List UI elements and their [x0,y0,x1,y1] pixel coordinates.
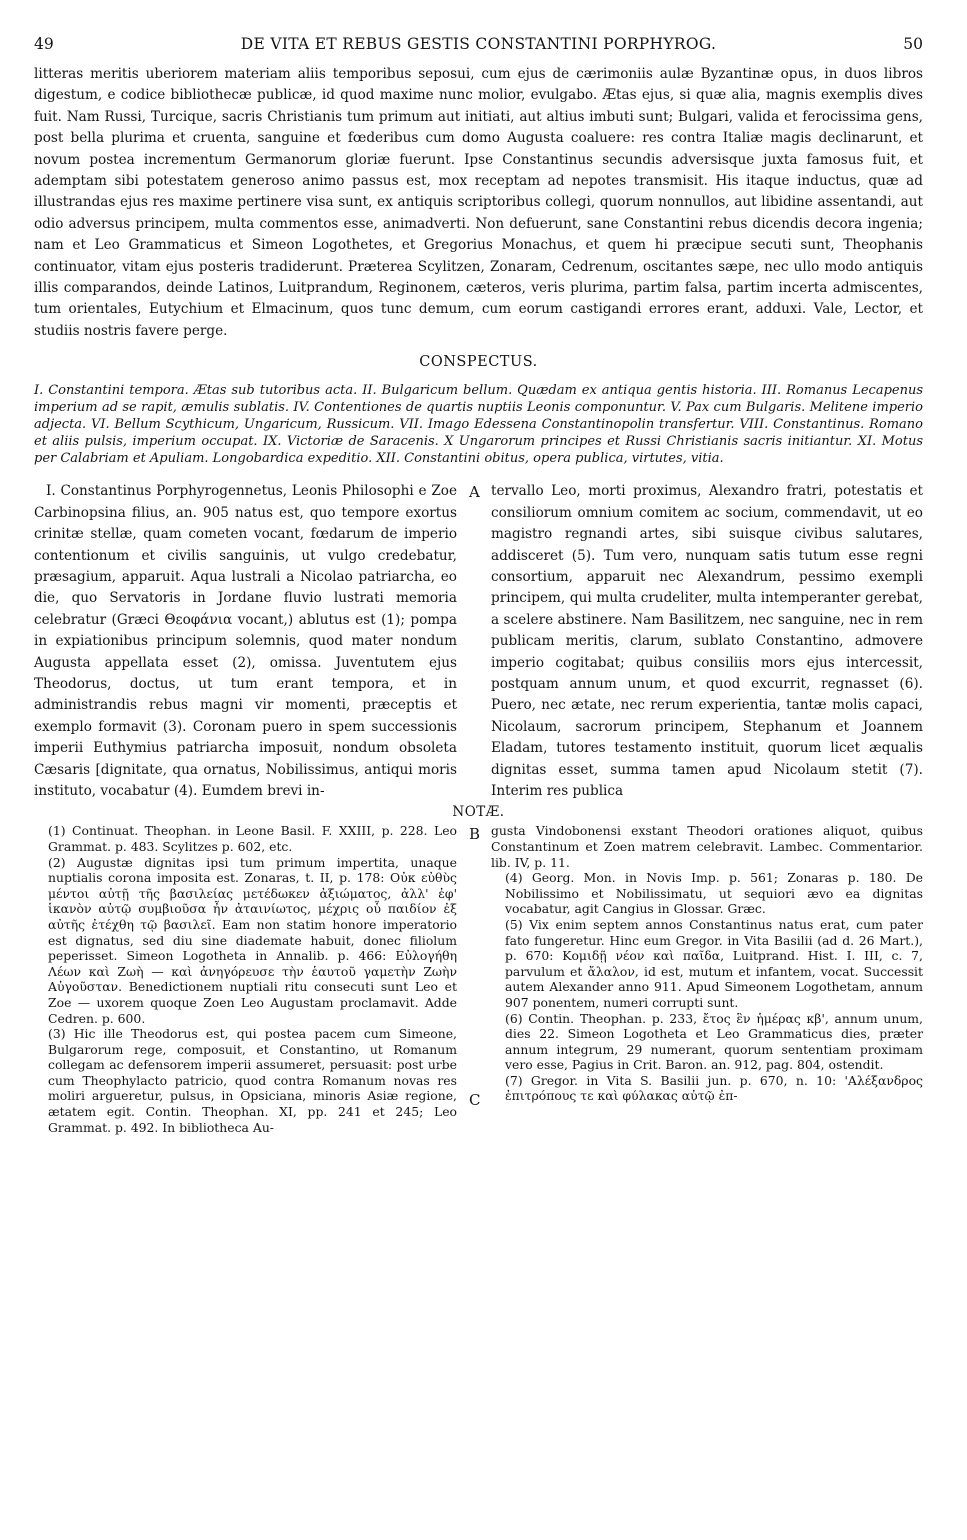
preface-paragraph: litteras meritis uberiorem materiam aliis temporibus seposui, cum ejus de cærimoniis aulæ Byzantinæ opus, in duos libros digestum, e codice bibliothecæ publicæ, id quod maxime nunc molior, evulgabo. Ætas ejus, si quæ alia, magnis exemplis dives fuit. Nam Russi, Turcique, sacris Christianis tum primum aut initiati, aut altius imbuti sunt; Bulgari, valida et ferocissima gens, post bella plurima et cruenta, sanguine et fœderibus cum domo Augusta coaluere: res contra Italiæ magis declinarunt, et novum postea incrementum Germanorum gloriæ fuerunt. Ipse Constantinus secundis adversisque juxta famosus fuit, et ademptam sibi potestatem generoso animo passus est, mox receptam ad nepotes transmisit. His itaque inductus, quæ ad illustrandas ejus res maxime pertinere visa sunt, ex antiquis scriptoribus collegi, quorum nonnullos, aut libidine assentandi, aut odio adversus principem, multa commentos esse, animadverti. Non defuerunt, sane Constantini rebus dicendis decora ingenia; nam et Leo Grammaticus et Simeon Logothetes, et Gregorius Monachus, et quem hi præcipue secuti sunt, Theophanis continuator, vitam ejus posteris tradiderunt. Præterea Scylitzen, Zonaram, Cedrenum, oscitantes sæpe, nec ullo modo antiquis illis comparandos, deinde Latinos, Luitprandum, Reginonem, cæteros, veris plurima, partim falsa, partim incerta admiscentes, tum orientales, Eutychium et Elmacinum, quos tunc demum, cum eorum castigandi errores erant, adduxi. Vale, Lector, et studiis nostris favere perge. [34,66,923,339]
notes-heading: NOTÆ. [452,804,505,821]
page-number-right: 50 [903,35,923,53]
note-4: (4) Georg. Mon. in Novis Imp. p. 561; Zonaras p. 180. De Nobilissimo et Nobilissimatu, ut sequiori ævo ea dignitas vocabatur, agit Cangius in Glossar. Græc. [505,870,923,917]
notes-columns [34,823,923,1135]
note-3-continued: gusta Vindobonensi exstant Theodori orationes aliquot, quibus Constantinum et Zoen matrem celebravit. Lambec. Commentarior. lib. IV, p. 11. [491,823,923,870]
note-3: (3) Hic ille Theodorus est, qui postea pacem cum Simeone, Bulgarorum rege, composuit, et Constantino, ut Romanum collegam ac defensorem imperii assumeret, persuasit: post urbe cum Theophylacto patricio, quod contra Romanum novas res moliri argueretur, pulsus, in Opsiciana, minoris Asiæ regione, ætatem egit. Contin. Theophan. XI, pp. 241 et 245; Leo Grammat. p. 492. In bibliotheca Au- [48,1026,457,1135]
preface-block [34,64,923,342]
notes-left-column [34,823,467,1135]
note-5: (5) Vix enim septem annos Constantinus natus erat, cum pater fato fungeretur. Hinc eum Gregor. in Vita Basilii (ad d. 26 Mart.), p. 670: Κομιδῇ νέον καὶ παῖδα, Luitprand. Hist. I. III, c. 7, parvulum et ἄλαλον, id est, mutum et infantem, vocat. Successit autem Alexander anno 911. Apud Simeonem Logothetam, annum 907 ponentem, numeri corrupti sunt. [505,916,923,1010]
note-1: (1) Continuat. Theophan. in Leone Basil. F. XXIII, p. 228. Leo Grammat. p. 483. Scylitzes p. 602, etc. [48,823,457,854]
margin-marker-a: A [469,483,480,502]
note-2: (2) Augustæ dignitas ipsi tum primum impertita, unaque nuptialis corona imposita est. Zonaras, t. II, p. 178: Οὐκ εὐθὺς μέντοι αὐτῇ τῆς βασιλείας μετέδωκεν ἀξιώματος, ἀλλ' ἐφ' ἱκανὸν αὐτῷ συμβιοῦσα ἦν ἀταινίωτος, μέχρις οὗ παιδίον ἐξ αὐτῆς ἐτέχθη τῷ βασιλεῖ. Eam non statim honore imperatorio est dignatus, sed diu sine diademate habuit, donec filiolum peperisset. Simeon Logotheta in Annalib. p. 466: Εὐλογήθη Λέων καὶ Ζωὴ — καὶ ἀνηγόρευσε τὴν ἑαυτοῦ γαμετὴν Ζωὴν Αὐγοῦσταν. Benedictionem nuptiali ritu consecuti sunt Leo et Zoe — uxorem quoque Zoen Leo Augustam proclamavit. Adde Cedren. p. 600. [48,854,457,1026]
notes-right-column [467,823,923,1135]
main-left-text: I. Constantinus Porphyrogennetus, Leonis Philosophi e Zoe Carbinopsina filius, an. 905 natus est, quo tempore exortus crinitæ stellæ, quam cometen vocant, fœdarum de imperio contentionum et civilis sanguinis, ut vulgo credebatur, præsagium, apparuit. Aqua lustrali a Nicolao patriarcha, eo die, quo Servatoris in Jordane fluvio lustrati memoria celebratur (Græci Θεοφάνια vocant,) ablutus est (1); pompa in expiationibus principum solemnis, quod mater nondum Augusta appellata esset (2), omissa. Juventutem ejus Theodorus, doctus, ut tum erant tempora, et in administrandis rebus magni vir momenti, præceptis et exemplo formavit (3). Coronam puero in spem successionis imperii Euthymius patriarcha imposuit, nondum obsoleta Cæsaris [dignitate, qua ornatus, Nobilissimus, antiqui moris instituto, vocabatur (4). Eumdem brevi in- [34,483,457,799]
conspectus-text: I. Constantini tempora. Ætas sub tutoribus acta. II. Bulgaricum bellum. Quædam ex antiqua gentis historia. III. Romanus Lecapenus imperium ad se rapit, æmulis sublatis. IV. Contentiones de quartis nuptiis Leonis componuntur. V. Pax cum Bulgaris. Melitene imperio adjecta. VI. Bellum Scythicum, Ungaricum, Russicum. VII. Imago Edessena Constantinopolin transfertur. VIII. Constantinus. Romano et aliis pulsis, imperium occupat. IX. Victoriæ de Saracenis. X Ungarorum principes et Russi Christianis sacris initiantur. XI. Motus per Calabriam et Apuliam. Longobardica expeditio. XII. Constantini obitus, opera publica, virtutes, vitia. [34,383,923,467]
main-right-text: tervallo Leo, morti proximus, Alexandro fratri, potestatis et consiliorum omnium comitem ac socium, commendavit, ut eo magistro regnandi artes, sibi suisque civibus salutares, addisceret (5). Tum vero, nunquam satis tutum esse regni consortium, apparuit nec Alexandrum, pessimo exempli principem, qui multa crudeliter, multa intemperanter gerebat, a scelere abstinere. Nam Basilitzem, nec sanguine, nec in rem publicam meritis, clarum, sublato Constantino, admovere imperio cogitabat; quibus consiliis mors ejus intercessit, postquam annum unum, et quod excurrit, regnasset (6). Puero, nec ætate, nec rerum experientia, tantæ molis capaci, Nicolaum, sacrorum principem, Stephanum et Joannem Eladam, tutores testamento instituit, quorum licet æqualis dignitas esset, summa tamen apud Nicolaum stetit (7). Interim res publica [491,483,923,799]
note-7: (7) Gregor. in Vita S. Basilii jun. p. 670, n. 10: 'Αλέξανδρος ἐπιτρόπους τε καὶ φύλακας αὐτῷ ἐπ- [505,1072,923,1104]
page-number-left: 49 [34,35,54,53]
conspectus-heading: CONSPECTUS. [419,354,538,371]
margin-marker-b: B [469,825,481,844]
conspectus-block [34,382,923,467]
running-title: DE VITA ET REBUS GESTIS CONSTANTINI PORPHYROG. [240,35,717,53]
main-left-column [34,481,467,802]
note-6: (6) Contin. Theophan. p. 233, ἔτος ἓν ἡμέρας κβ', annum unum, dies 22. Simeon Logotheta et Leo Grammaticus dies, præter annum integrum, 29 numerant, quorum sententiam proximam vero esse, Pagius in Crit. Baron. an. 912, pag. 804, ostendit. [505,1010,923,1073]
running-header [34,34,923,56]
main-right-column [467,481,923,802]
margin-marker-c: C [469,1091,481,1110]
